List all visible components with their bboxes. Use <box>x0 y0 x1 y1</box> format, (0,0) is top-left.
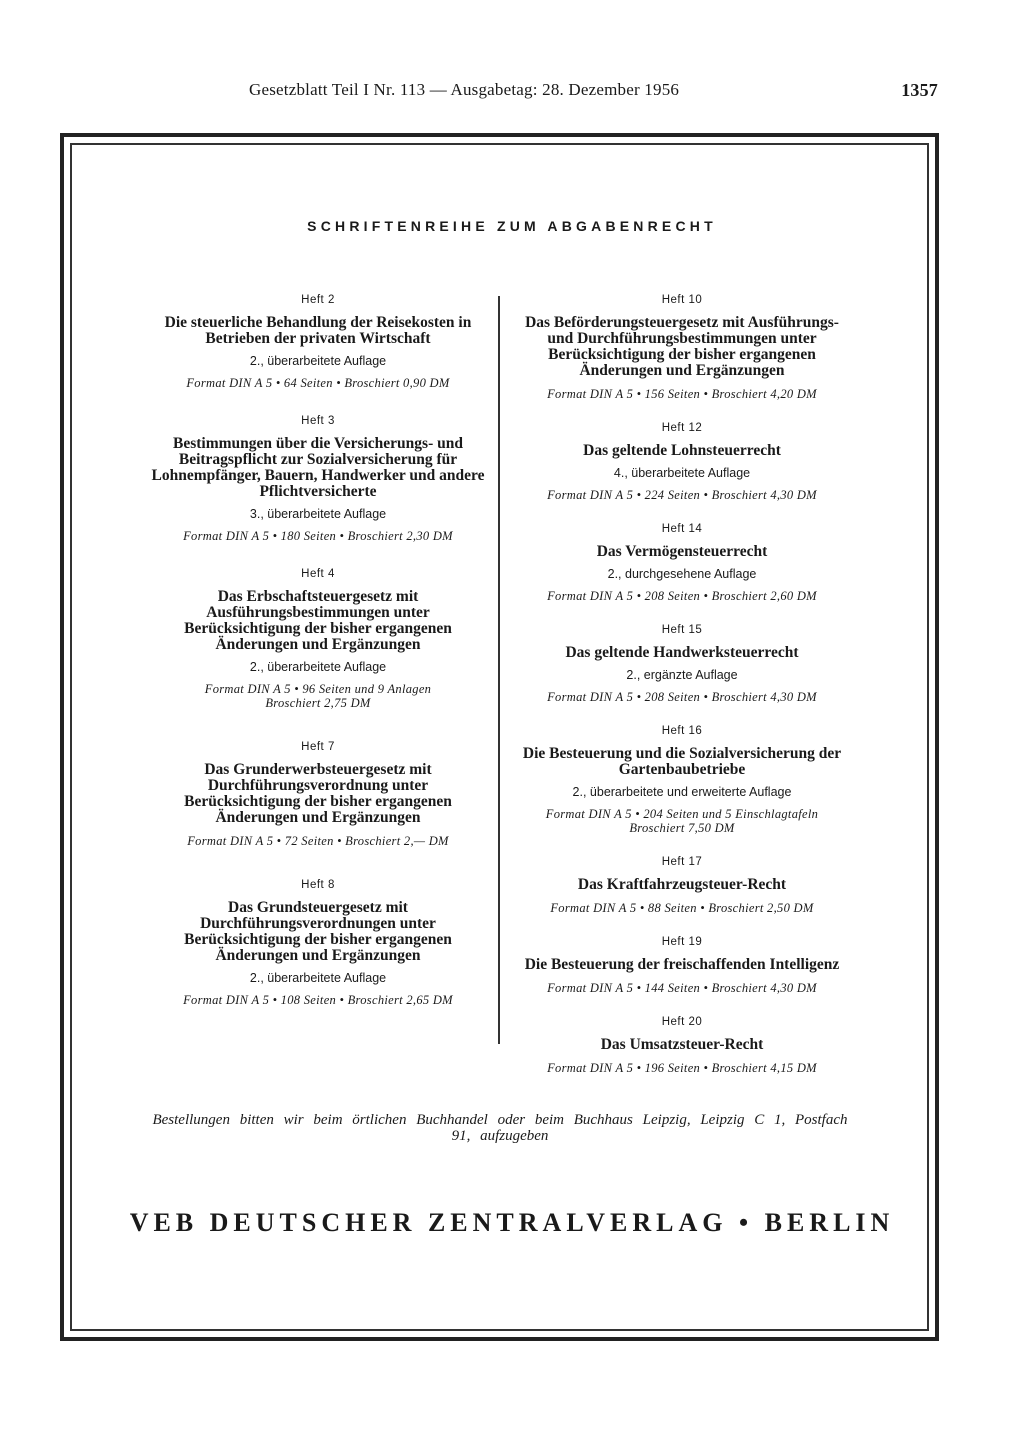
entry-heft-12 <box>512 421 852 502</box>
entry-heft-7 <box>148 740 488 848</box>
entry-format: Format DIN A 5 • 156 Seiten • Broschiert 4,20 DM <box>547 387 817 401</box>
entry-heft-3 <box>148 414 488 543</box>
right-column <box>512 293 852 1075</box>
heft-number: Heft 2 <box>301 294 335 306</box>
entry-format: Format DIN A 5 • 88 Seiten • Broschiert 2,50 DM <box>550 901 814 915</box>
entry-heft-17 <box>512 855 852 915</box>
entry-heft-15 <box>512 623 852 704</box>
series-title: SCHRIFTENREIHE ZUM ABGABENRECHT <box>307 218 717 234</box>
entry-heft-4 <box>148 567 488 710</box>
header-title: Gesetzblatt Teil I Nr. 113 — Ausgabetag: 28. Dezember 1956 <box>249 80 680 99</box>
entry-title: Bestimmungen über die Versicherungs- und Beitragspflicht zur Sozialversicherung für Lohnempfänger, Bauern, Handwerker und andere Pflichtversicherte <box>151 435 485 500</box>
entry-format: Format DIN A 5 • 204 Seiten und 5 Einschlagtafeln Broschiert 7,50 DM <box>545 807 819 835</box>
entry-edition: 2., überarbeitete Auflage <box>249 354 387 368</box>
entry-title: Das Vermögensteuerrecht <box>596 543 768 560</box>
entry-edition: 2., überarbeitete und erweiterte Auflage <box>572 785 792 799</box>
left-column <box>148 293 488 1007</box>
entry-format: Format DIN A 5 • 72 Seiten • Broschiert 2,— DM <box>187 834 449 848</box>
heft-number: Heft 19 <box>661 936 703 948</box>
entry-title: Das Grunderwerbsteuergesetz mit Durchführungsverordnung unter Berücksichtigung der bisher ergangenen Änderungen und Ergänzungen <box>184 761 452 826</box>
entry-format: Format DIN A 5 • 208 Seiten • Broschiert 4,30 DM <box>547 690 817 704</box>
publisher-name: VEB DEUTSCHER ZENTRALVERLAG • BERLIN <box>129 1208 895 1237</box>
heft-number: Heft 16 <box>661 725 703 737</box>
entry-title: Das Umsatzsteuer-Recht <box>600 1036 764 1053</box>
entry-edition: 2., durchgesehene Auflage <box>607 567 757 581</box>
entry-edition: 4., überarbeitete Auflage <box>613 466 751 480</box>
heft-number: Heft 20 <box>661 1016 703 1028</box>
entry-heft-19 <box>512 935 852 995</box>
page-number: 1357 <box>901 80 938 100</box>
entry-title: Das geltende Handwerksteuerrecht <box>565 644 799 661</box>
entry-format: Format DIN A 5 • 108 Seiten • Broschiert 2,65 DM <box>183 993 453 1007</box>
entry-title: Das geltende Lohnsteuerrecht <box>583 442 781 459</box>
heft-number: Heft 3 <box>301 415 335 427</box>
heft-number: Heft 8 <box>301 879 335 891</box>
entry-format: Format DIN A 5 • 96 Seiten und 9 Anlagen Broschiert 2,75 DM <box>204 682 432 710</box>
page-header <box>59 80 938 110</box>
heft-number: Heft 15 <box>661 624 703 636</box>
entry-title: Die Besteuerung der freischaffenden Intelligenz <box>524 956 840 973</box>
entry-edition: 2., ergänzte Auflage <box>626 668 738 682</box>
entry-heft-20 <box>512 1015 852 1075</box>
entry-title: Das Kraftfahrzeugsteuer-Recht <box>577 876 787 893</box>
entry-title: Die Besteuerung und die Sozialversicherung der Gartenbaubetriebe <box>522 745 842 778</box>
heft-number: Heft 17 <box>661 856 703 868</box>
entry-edition: 2., überarbeitete Auflage <box>249 660 387 674</box>
order-note: Bestellungen bitten wir beim örtlichen Buchhandel oder beim Buchhaus Leipzig, Leipzig C 1, Postfach 91, aufzugeben <box>152 1112 848 1144</box>
entry-format: Format DIN A 5 • 196 Seiten • Broschiert 4,15 DM <box>547 1061 817 1075</box>
entry-heft-16 <box>512 724 852 835</box>
heft-number: Heft 10 <box>661 294 703 306</box>
entry-edition: 3., überarbeitete Auflage <box>249 507 387 521</box>
column-divider <box>498 296 500 1044</box>
heft-number: Heft 14 <box>661 523 703 535</box>
entry-title: Die steuerliche Behandlung der Reisekosten in Betrieben der privaten Wirtschaft <box>164 314 472 347</box>
entry-heft-2 <box>148 293 488 390</box>
heft-number: Heft 12 <box>661 422 703 434</box>
entry-format: Format DIN A 5 • 208 Seiten • Broschiert 2,60 DM <box>547 589 817 603</box>
heft-number: Heft 7 <box>301 741 335 753</box>
entry-heft-14 <box>512 522 852 603</box>
entry-title: Das Grundsteuergesetz mit Durchführungsverordnungen unter Berücksichtigung der bisher ergangenen Änderungen und Ergänzungen <box>184 899 452 964</box>
entry-title: Das Beförderungsteuergesetz mit Ausführungs- und Durchführungsbestimmungen unter Berücksichtigung der bisher ergangenen Änderungen und Ergänzungen <box>525 314 839 379</box>
entry-heft-8 <box>148 878 488 1007</box>
entry-format: Format DIN A 5 • 64 Seiten • Broschiert 0,90 DM <box>186 376 450 390</box>
entry-format: Format DIN A 5 • 144 Seiten • Broschiert 4,30 DM <box>547 981 817 995</box>
entry-edition: 2., überarbeitete Auflage <box>249 971 387 985</box>
heft-number: Heft 4 <box>301 568 335 580</box>
entry-format: Format DIN A 5 • 180 Seiten • Broschiert 2,30 DM <box>183 529 453 543</box>
entry-heft-10 <box>512 293 852 401</box>
entry-title: Das Erbschaftsteuergesetz mit Ausführungsbestimmungen unter Berücksichtigung der bisher ergangenen Änderungen und Ergänzungen <box>184 588 452 653</box>
entry-format: Format DIN A 5 • 224 Seiten • Broschiert 4,30 DM <box>547 488 817 502</box>
